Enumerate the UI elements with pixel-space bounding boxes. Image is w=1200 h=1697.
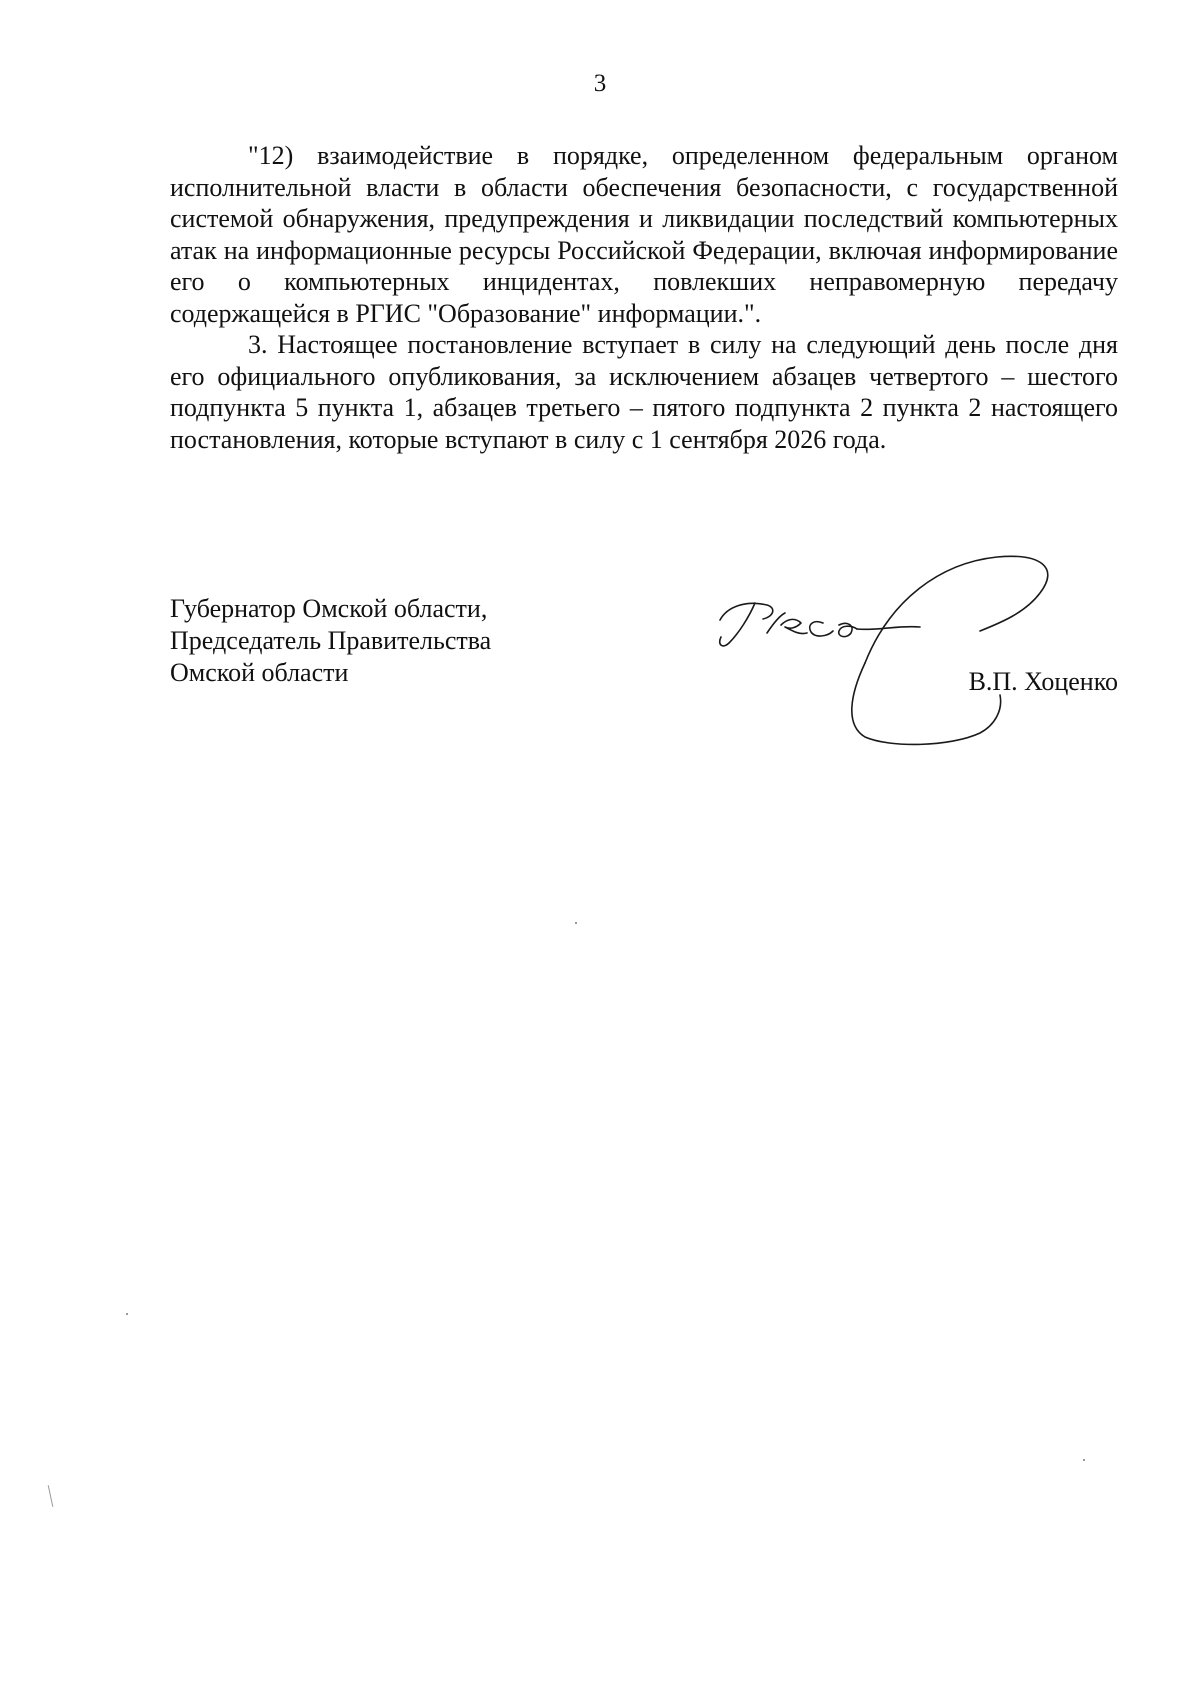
scan-speck [575,922,577,924]
scan-speck [1083,1459,1085,1461]
paragraph-item-12: "12) взаимодействие в порядке, определенном федеральным органом исполнительной власти в области обеспечения безопасности, с государственной системой обнаружения, предупреждения и ликвидации последствий компьютерных атак на информационные ресурсы Российской Федерации, включая информирование его о компьютерных инцидентах, повлекших неправомерную передачу содержащейся в РГИС "Образование" информации.". [170,141,1118,328]
signatory-title [170,593,491,689]
page-number: 3 [593,70,607,97]
signatory-name: В.П. Хоценко [968,667,1118,696]
scan-speck [48,1485,54,1507]
paragraph-effective-date: 3. Настоящее постановление вступает в силу на следующий день после дня его официального опубликования, за исключением абзацев четвертого – шестого подпункта 5 пункта 1, абзацев третьего – пятого подпункта 2 пункта 2 настоящего постановления, которые вступают в силу с 1 сентября 2026 года. [170,330,1118,454]
signatory-title-line: Омской области [170,658,349,687]
document-body [170,140,1118,455]
scan-speck [126,1313,128,1315]
signatory-title-line: Губернатор Омской области, [170,594,488,623]
signatory-title-line: Председатель Правительства [170,626,492,655]
handwritten-signature [715,545,1115,750]
